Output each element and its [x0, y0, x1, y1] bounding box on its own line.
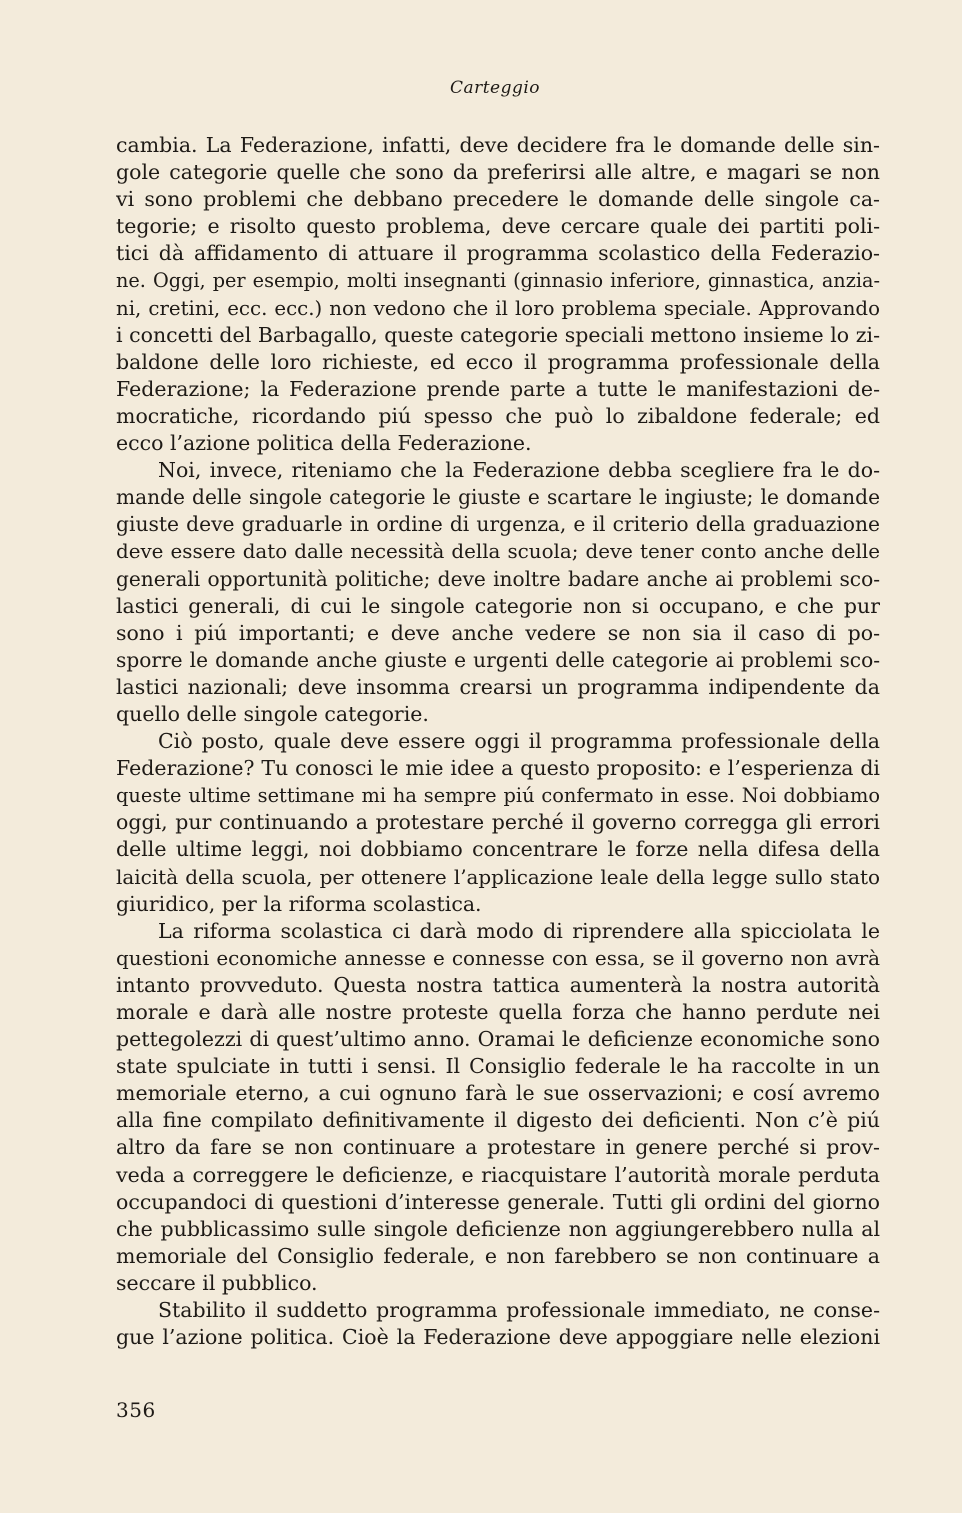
text-line: i concetti del Barbagallo, queste categorie speciali mettono insieme lo zi- [116, 322, 880, 347]
text-line: Noi, invece, riteniamo che la Federazione debba scegliere fra le do- [158, 458, 880, 483]
text-line: altro da fare se non continuare a protestare in genere perché si prov- [116, 1135, 880, 1160]
text-line: Stabilito il suddetto programma professionale immediato, ne conse- [158, 1298, 880, 1323]
running-head: Carteggio [449, 78, 541, 98]
text-line: baldone delle loro richieste, ed ecco il programma professionale della [116, 349, 880, 374]
text-line: mocratiche, ricordando piú spesso che può lo zibaldone federale; ed [116, 403, 880, 428]
text-line: alla fine compilato definitivamente il digesto dei deficienti. Non c’è piú [116, 1108, 880, 1133]
text-line: deve essere dato dalle necessità della scuola; deve tener conto anche delle [116, 540, 880, 564]
text-line: ne. Oggi, per esempio, molti insegnanti (ginnasio inferiore, ginnastica, anzia- [116, 269, 880, 293]
text-line: intanto provveduto. Questa nostra tattica aumenterà la nostra autorità [116, 972, 880, 997]
text-line: veda a correggere le deficienze, e riacquistare l’autorità morale perduta [116, 1162, 880, 1187]
text-line: occupandoci di questioni d’interesse generale. Tutti gli ordini del giorno [116, 1189, 880, 1214]
text-line: Federazione; la Federazione prende parte a tutte le manifestazioni de- [116, 376, 880, 401]
text-line: lastici generali, di cui le singole categorie non si occupano, e che pur [116, 593, 880, 618]
text-line: queste ultime settimane mi ha sempre piú confermato in esse. Noi dobbiamo [116, 784, 880, 808]
body-text [116, 132, 880, 1351]
page-number: 356 [116, 1398, 156, 1422]
text-line: pettegolezzi di quest’ultimo anno. Oramai le deficienze economiche sono [116, 1027, 880, 1052]
text-line: sono i piú importanti; e deve anche vedere se non sia il caso di po- [116, 620, 880, 645]
text-line: memoriale eterno, a cui ognuno farà le sue osservazioni; e cosí avremo [116, 1081, 880, 1106]
text-line: che pubblicassimo sulle singole deficienze non aggiungerebbero nulla al [116, 1216, 880, 1241]
text-line: gue l’azione politica. Cioè la Federazione deve appoggiare nelle elezioni [116, 1325, 880, 1350]
text-line: ni, cretini, ecc. ecc.) non vedono che il loro problema speciale. Approvando [116, 296, 880, 320]
text-line: Federazione? Tu conosci le mie idee a questo proposito: e l’esperienza di [116, 756, 880, 781]
text-line: seccare il pubblico. [116, 1270, 318, 1295]
text-line: cambia. La Federazione, infatti, deve decidere fra le domande delle sin- [116, 133, 880, 157]
text-line: oggi, pur continuando a protestare perché il governo corregga gli errori [116, 810, 880, 835]
text-line: memoriale del Consiglio federale, e non farebbero se non continuare a [116, 1243, 880, 1268]
text-line: tegorie; e risolto questo problema, deve cercare quale dei partiti poli- [116, 214, 880, 239]
text-line: gole categorie quelle che sono da preferirsi alle altre, e magari se non [116, 160, 880, 185]
text-line: generali opportunità politiche; deve inoltre badare anche ai problemi sco- [116, 566, 880, 591]
text-line: morale e darà alle nostre proteste quella forza che hanno perdute nei [116, 1000, 880, 1024]
text-line: delle ultime leggi, noi dobbiamo concentrare le forze nella difesa della [116, 837, 880, 862]
text-line: giuste deve graduarle in ordine di urgenza, e il criterio della graduazione [116, 512, 880, 537]
text-line: giuridico, per la riforma scolastica. [116, 891, 482, 916]
text-line: La riforma scolastica ci darà modo di riprendere alla spicciolata le [158, 918, 880, 943]
text-line: tici dà affidamento di attuare il programma scolastico della Federazio- [116, 241, 880, 266]
text-line: state spulciate in tutti i sensi. Il Consiglio federale le ha raccolte in un [116, 1054, 880, 1079]
text-line: Ciò posto, quale deve essere oggi il programma professionale della [158, 729, 880, 754]
text-line: mande delle singole categorie le giuste e scartare le ingiuste; le domande [116, 485, 880, 510]
text-line: quello delle singole categorie. [116, 701, 429, 726]
text-line: laicità della scuola, per ottenere l’applicazione leale della legge sullo stato [116, 864, 880, 889]
text-line: ecco l’azione politica della Federazione. [116, 431, 532, 456]
text-line: vi sono problemi che debbano precedere le domande delle singole ca- [116, 187, 880, 212]
text-line: lastici nazionali; deve insomma crearsi un programma indipendente da [116, 674, 880, 699]
text-line: questioni economiche annesse e connesse con essa, se il governo non avrà [116, 945, 880, 970]
text-line: sporre le domande anche giuste e urgenti delle categorie ai problemi sco- [116, 647, 880, 672]
